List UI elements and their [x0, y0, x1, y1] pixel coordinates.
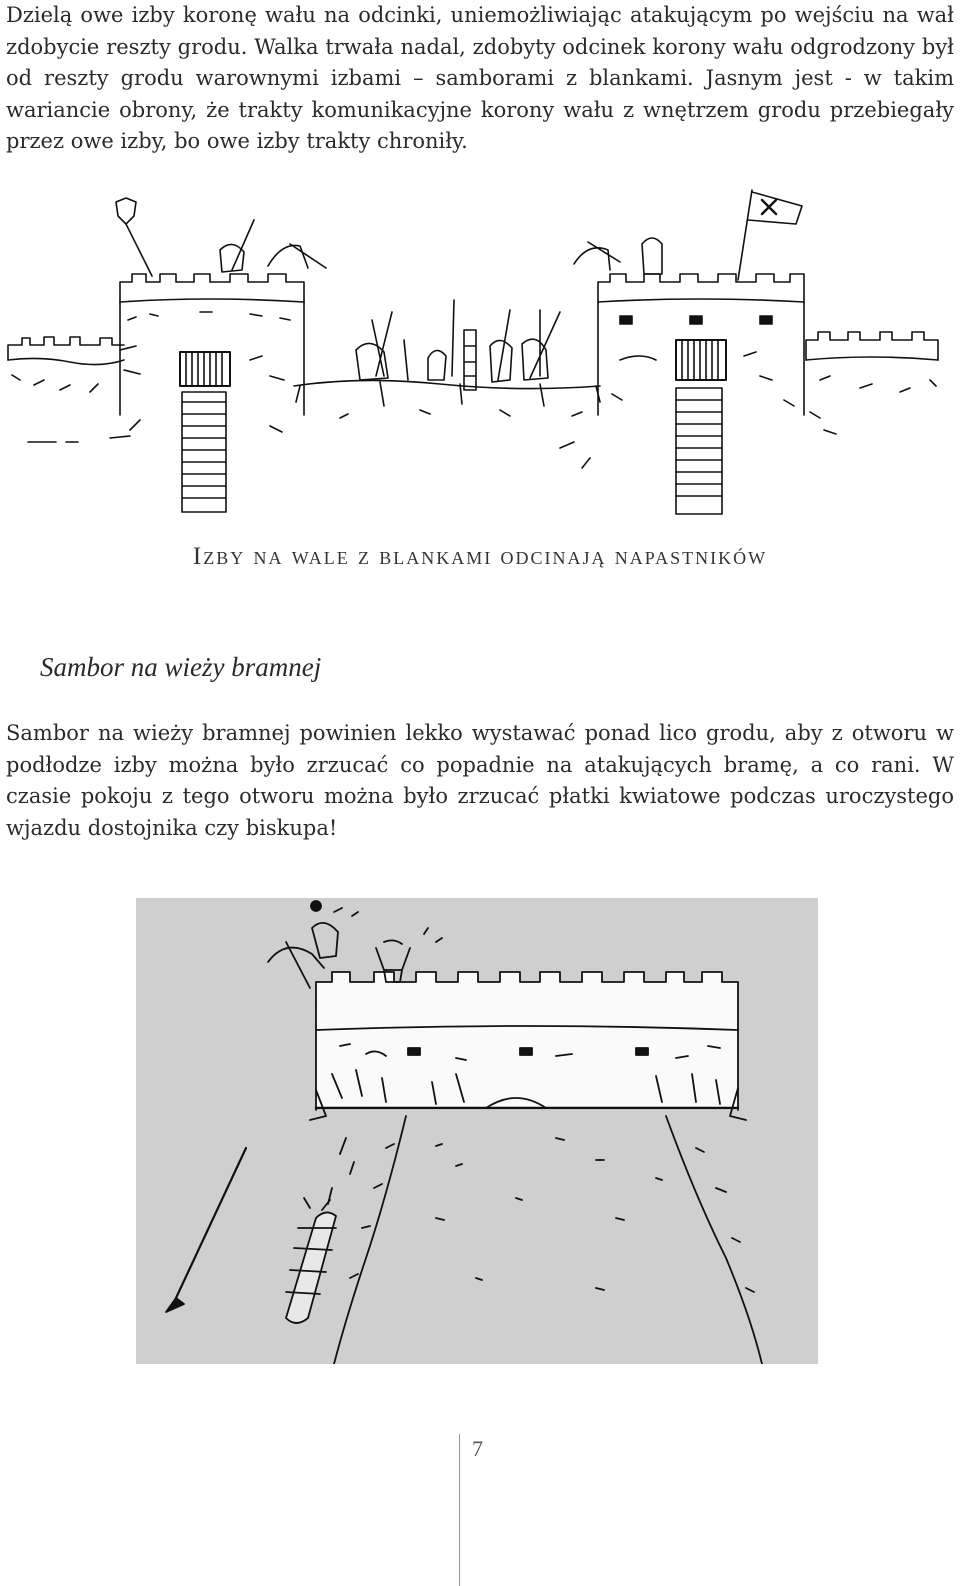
- page-number: 7: [472, 1436, 483, 1461]
- castle-walls-sketch: [0, 180, 960, 520]
- body-paragraph-1: Dzielą owe izby koronę wału na odcinki, uniemożliwiając atakującym po wejściu na wał zdobycie reszty grodu. Walka trwała nadal, zdobyty odcinek korony wału odgrodzony był od reszty grodu warownymi izbami – samborami z blankami. Jasnym jest - w takim wariancie obrony, że trakty komunikacyjne korony wału z wnętrzem grodu przebiegały przez owe izby, bo owe izby trakty chroniły.: [6, 3, 954, 153]
- sketch-background: [136, 898, 818, 1364]
- figure-caption: Izby na wale z blankami odcinają napastników: [192, 543, 768, 570]
- body-paragraph-2: Sambor na wieży bramnej powinien lekko wystawać ponad lico grodu, aby z otworu w podłodze izby można było zrzucać co popadnie na atakujących bramę, a co rani. W czasie pokoju z tego otworu można było zrzucać płatki kwiatowe podczas uroczystego wjazdu dostojnika czy biskupa!: [6, 721, 954, 840]
- folio-rule: [459, 1434, 460, 1586]
- gate-tower-sketch: [136, 898, 818, 1364]
- section-heading: Sambor na wieży bramnej: [40, 652, 322, 682]
